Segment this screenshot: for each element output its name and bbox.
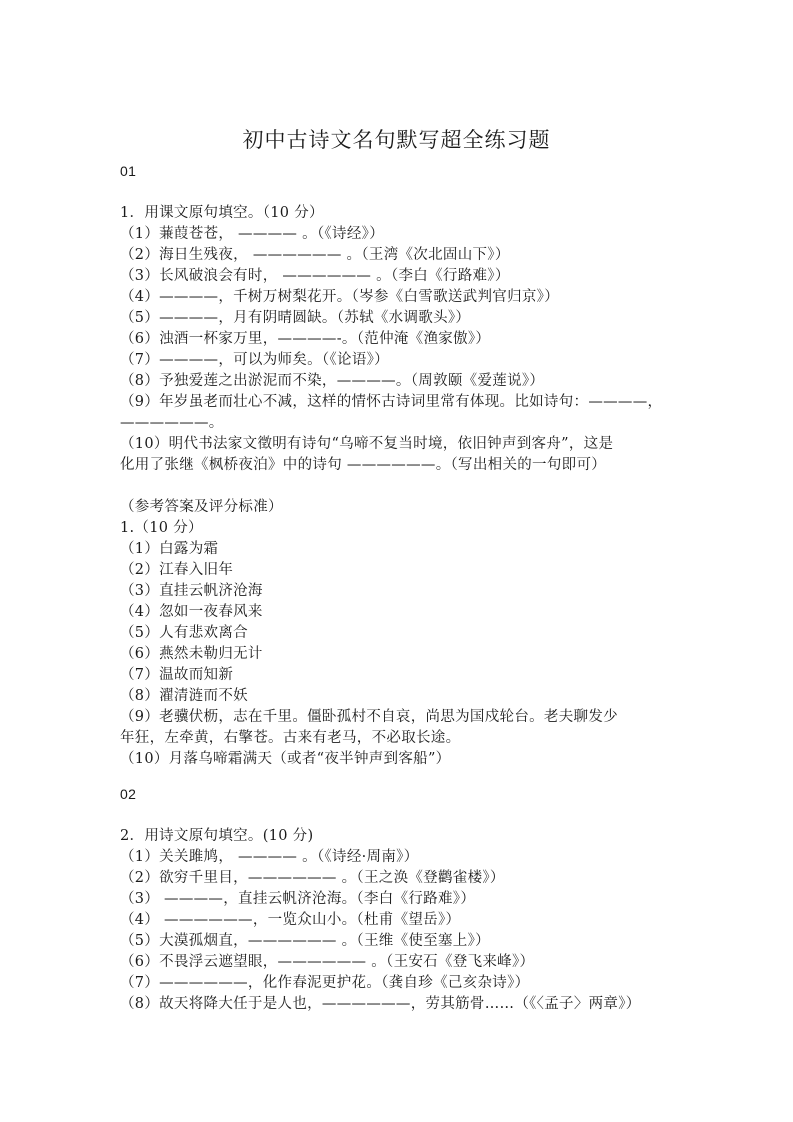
question-item: （3）长风破浪会有时， —————— 。（李白《行路难》） xyxy=(120,268,510,284)
question-items xyxy=(120,224,680,476)
question-item: 化用了张继《枫桥夜泊》中的诗句 ——————。（写出相关的一句即可） xyxy=(120,457,607,473)
answer-item: （4）忽如一夜春风来 xyxy=(120,604,263,620)
answer-item: （7）温故而知新 xyxy=(120,667,234,683)
section-2 xyxy=(120,784,680,1015)
question-items xyxy=(120,847,680,1015)
answer-item: （3）直挂云帆济沧海 xyxy=(120,583,263,599)
question-heading: 2．用诗文原句填空。(10 分) xyxy=(120,828,314,844)
question-item: （7）————，可以为师矣。（《论语》） xyxy=(120,352,389,368)
question-item: （6）不畏浮云遮望眼，—————— 。（王安石《登飞来峰》） xyxy=(120,954,535,970)
answer-item: （8）濯清涟而不妖 xyxy=(120,688,248,704)
section-number: 02 xyxy=(120,786,137,802)
answer-item: （2）江春入旧年 xyxy=(120,562,234,578)
question-item: （1）关关雎鸠， ———— 。（《诗经·周南》） xyxy=(120,849,419,865)
answer-item: （1）白露为霜 xyxy=(120,541,219,557)
answer-header: （参考答案及评分标准） xyxy=(120,499,283,515)
question-item: （9）年岁虽老而壮心不减，这样的情怀古诗词里常有体现。比如诗句：————， xyxy=(120,394,663,410)
question-item: （10）明代书法家文徵明有诗句“乌啼不复当时境，依旧钟声到客舟”，这是 xyxy=(120,436,614,452)
answer-item: （6）燕然未勒归无计 xyxy=(120,646,263,662)
question-item: （5）大漠孤烟直，—————— 。（王维《使至塞上》） xyxy=(120,933,490,949)
question-item: （8）予独爱莲之出淤泥而不染，————。（周敦颐《爱莲说》） xyxy=(120,373,545,389)
answer-items xyxy=(120,539,680,770)
question-item: （4） ——————，一览众山小。（杜甫《望岳》） xyxy=(120,912,461,928)
question-item: （6）浊酒一杯家万里，————-。（范仲淹《渔家傲》） xyxy=(120,331,491,347)
answer-item: （9）老骥伏枥，志在千里。僵卧孤村不自哀，尚思为国戍轮台。老夫聊发少 xyxy=(120,709,618,725)
question-item: （3） ————，直挂云帆济沧海。（李白《行路难》） xyxy=(120,891,476,907)
question-heading: 1．用课文原句填空。（10 分） xyxy=(120,205,324,221)
answer-item: （5）人有悲欢离合 xyxy=(120,625,248,641)
question-item: （2）欲穷千里目，—————— 。（王之涣《登鹳雀楼》） xyxy=(120,870,505,886)
question-item: （7）——————，化作春泥更护花。（龚自珍《己亥杂诗》） xyxy=(120,975,530,991)
question-item: （5）————，月有阴晴圆缺。（苏轼《水调歌头》） xyxy=(120,310,471,326)
question-item: （2）海日生残夜， —————— 。（王湾《次北固山下》） xyxy=(120,247,510,263)
page-title: 初中古诗文名句默写超全练习题 xyxy=(242,128,551,152)
answer-item: （10）月落乌啼霜满天（或者“夜半钟声到客船”） xyxy=(120,751,451,767)
answer-question: 1.（10 分） xyxy=(120,520,203,536)
question-item: （1）蒹葭苍苍， ———— 。（《诗经》） xyxy=(120,226,384,242)
question-item: （8）故天将降大任于是人也，——————，劳其筋骨……（《〈孟子〉两章》） xyxy=(120,996,641,1012)
answer-item: 年狂，左牵黄，右擎苍。古来有老马，不必取长途。 xyxy=(120,730,461,746)
question-item: ——————。 xyxy=(120,415,224,431)
section-1 xyxy=(120,161,680,770)
section-number: 01 xyxy=(120,163,137,179)
question-item: （4）————，千树万树梨花开。（岑参《白雪歌送武判官归京》） xyxy=(120,289,560,305)
